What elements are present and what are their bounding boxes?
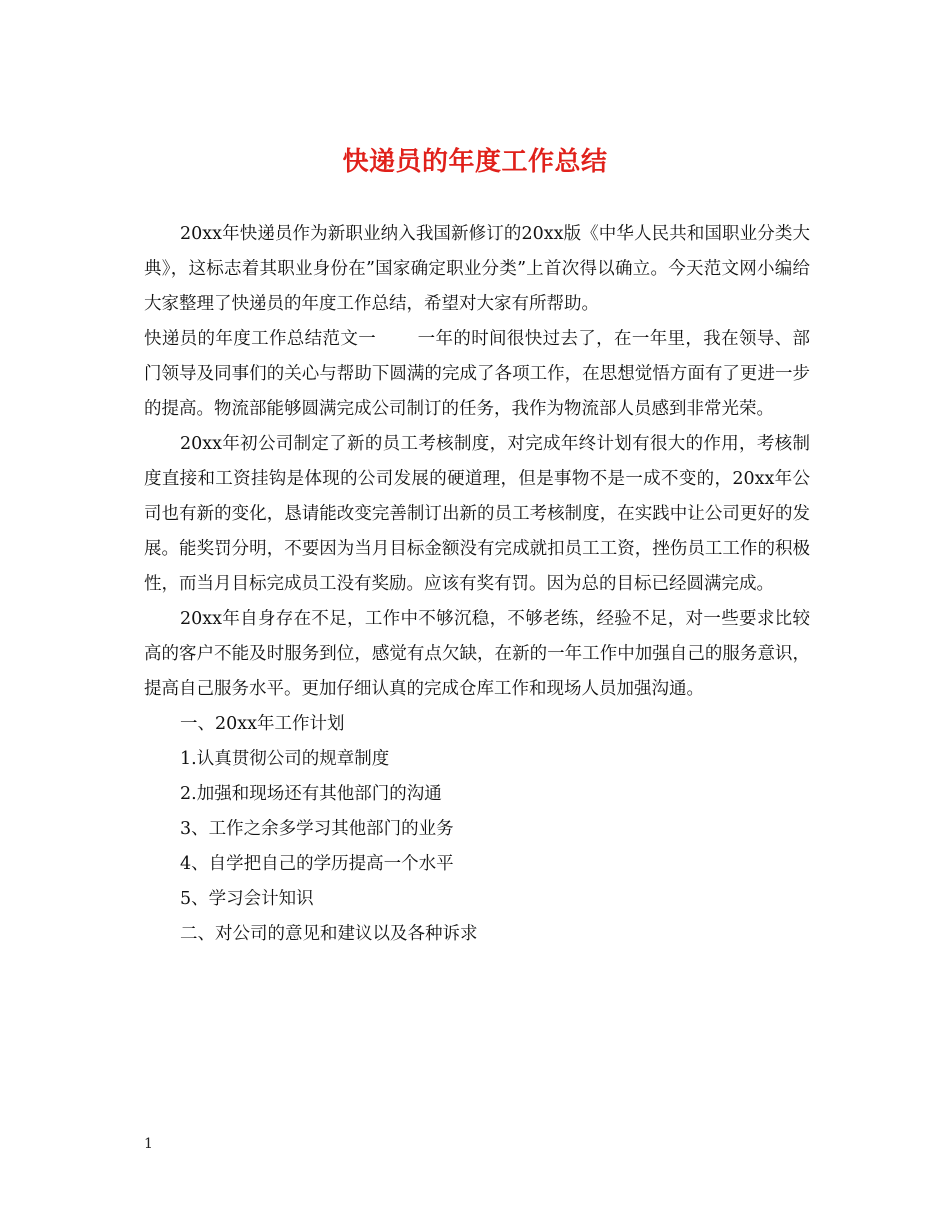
section-heading-suggestions: 二、对公司的意见和建议以及各种诉求 [180,924,478,944]
paragraph-intro: 20xx年快递员作为新职业纳入我国新修订的20xx版《中华人民共和国职业分类大典》，这标志着其职业身份在”国家确定职业分类”上首次得以确立。今天范文网小编给大家整理了快递员的年度工作总结，希望对大家有所帮助。 [144,224,810,314]
paragraph-sample-one: 快递员的年度工作总结范文一 一年的时间很快过去了，在一年里，我在领导、部门领导及同事们的关心与帮助下圆满的完成了各项工作，在思想觉悟方面有了更进一步的提高。物流部能够圆满完成公司制订的任务，我作为物流部人员感到非常光荣。 [144,329,810,419]
list-item: 2.加强和现场还有其他部门的沟通 [180,784,442,804]
document-body [144,217,810,952]
paragraph-assessment: 20xx年初公司制定了新的员工考核制度，对完成年终计划有很大的作用，考核制度直接和工资挂钩是体现的公司发展的硬道理，但是事物不是一成不变的，20xx年公司也有新的变化，恳请能改变完善制订出新的员工考核制度，在实践中让公司更好的发展。能奖罚分明，不要因为当月目标金额没有完成就扣员工工资，挫伤员工工作的积极性，而当月目标完成员工没有奖励。应该有奖有罚。因为总的目标已经圆满完成。 [144,434,810,594]
paragraph-shortcomings: 20xx年自身存在不足，工作中不够沉稳，不够老练，经验不足，对一些要求比较高的客户不能及时服务到位，感觉有点欠缺，在新的一年工作中加强自己的服务意识，提高自己服务水平。更加仔细认真的完成仓库工作和现场人员加强沟通。 [144,609,810,699]
page-number: 1 [144,1136,153,1152]
list-item: 1.认真贯彻公司的规章制度 [180,749,390,769]
list-item: 3、工作之余多学习其他部门的业务 [180,819,454,839]
list-item: 5、学习会计知识 [180,889,314,909]
list-item: 4、自学把自己的学历提高一个水平 [180,854,454,874]
document-title: 快递员的年度工作总结 [342,147,608,177]
section-heading-work-plan: 一、20xx年工作计划 [180,714,345,734]
